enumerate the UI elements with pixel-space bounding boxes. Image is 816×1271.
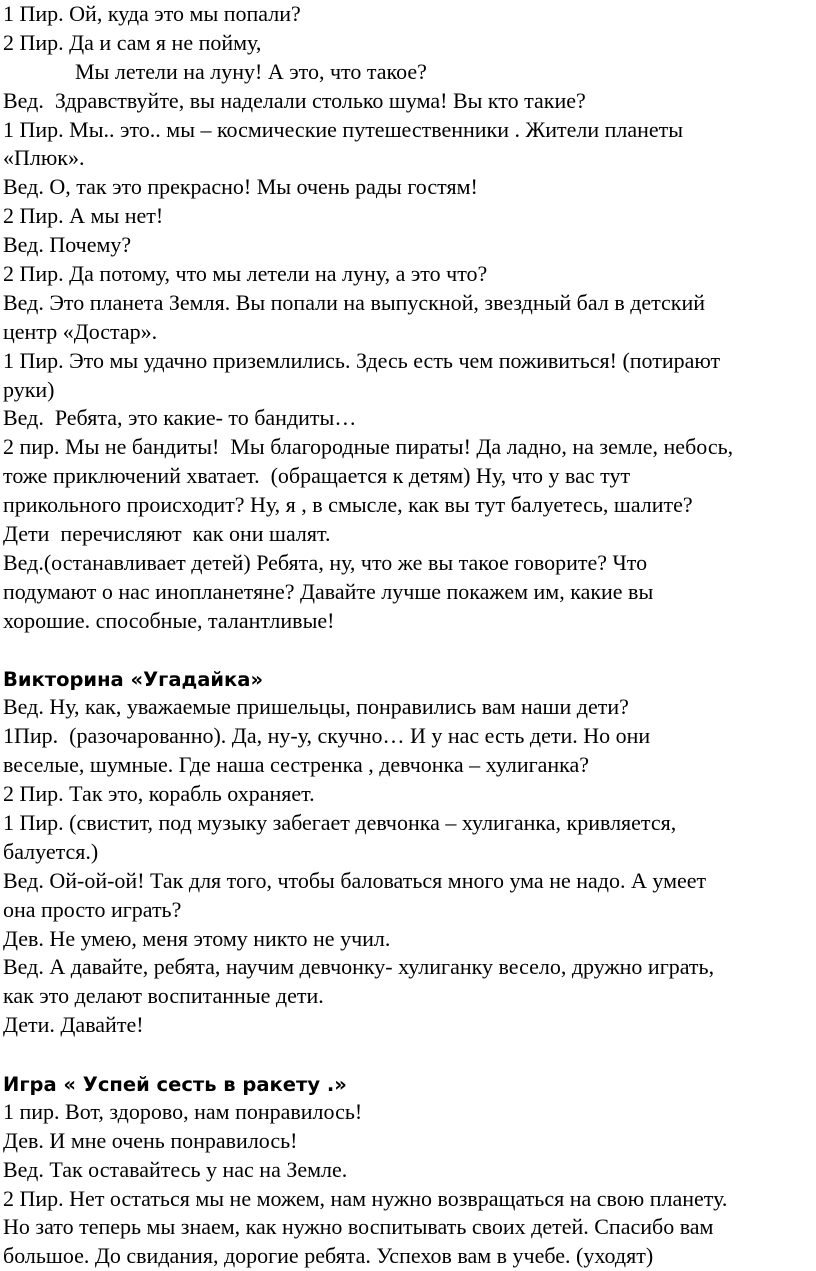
section-heading-quiz: Викторина «Угадайка» (3, 668, 264, 692)
text-line: она просто играть? (3, 896, 182, 922)
text-line: Вед. Ой-ой-ой! Так для того, чтобы баловаться много ума не надо. А умеет (3, 867, 707, 893)
text-line: 2 Пир. Да потому, что мы летели на луну, а это что? (3, 261, 488, 287)
text-line: Мы летели на луну! А это, что такое? (75, 58, 427, 84)
text-line: балуется.) (3, 838, 99, 864)
text-line: Вед. Здравствуйте, вы наделали столько шума! Вы кто такие? (3, 87, 586, 113)
text-line: Вед. Ребята, это какие- то бандиты… (3, 405, 357, 431)
text-line: Вед. Ну, как, уважаемые пришельцы, понравились вам наши дети? (3, 694, 629, 720)
script-section-3 (3, 1098, 816, 1271)
text-line: 2 Пир. Нет остаться мы не можем, нам нужно возвращаться на свою планету. (3, 1185, 728, 1211)
text-line: Вед. О, так это прекрасно! Мы очень рады гостям! (3, 174, 478, 200)
text-line: Дети. Давайте! (3, 1012, 144, 1038)
text-line: Вед. А давайте, ребята, научим девчонку- хулиганку весело, дружно играть, (3, 954, 715, 980)
section-heading-game: Игра « Успей сесть в ракету .» (3, 1072, 347, 1096)
script-section-2 (3, 693, 816, 1040)
text-line: Но зато теперь мы знаем, как нужно воспитывать своих детей. Спасибо вам (3, 1214, 714, 1240)
text-line: 2 Пир. Так это, корабль охраняет. (3, 781, 315, 807)
text-line: 2 пир. Мы не бандиты! Мы благородные пираты! Да ладно, на земле, небось, (3, 434, 734, 460)
text-line: прикольного происходит? Ну, я , в смысле, как вы тут балуетесь, шалите? (3, 492, 693, 518)
text-line: Вед. Так оставайтесь у нас на Земле. (3, 1156, 348, 1182)
text-line: Дев. И мне очень понравилось! (3, 1127, 298, 1153)
text-line: 1 пир. Вот, здорово, нам понравилось! (3, 1098, 363, 1124)
text-line: 1Пир. (разочарованно). Да, ну-у, скучно… И у нас есть дети. Но они (3, 723, 651, 749)
text-line: Вед. Почему? (3, 232, 132, 258)
text-line: веселые, шумные. Где наша сестренка , девчонка – хулиганка? (3, 752, 590, 778)
text-line: 1 Пир. Мы.. это.. мы – космические путешественники . Жители планеты (3, 116, 684, 142)
text-line: Вед. Это планета Земля. Вы попали на выпускной, звездный бал в детский (3, 289, 706, 315)
text-line: центр «Достар». (3, 318, 158, 344)
blank-line (3, 1040, 816, 1069)
text-line: руки) (3, 376, 55, 402)
script-section-1 (3, 0, 816, 636)
text-line: 1 Пир. (свистит, под музыку забегает девчонка – хулиганка, кривляется, (3, 809, 677, 835)
text-line: 1 Пир. Это мы удачно приземлились. Здесь есть чем поживиться! (потирают (3, 347, 721, 373)
text-line: Вед.(останавливает детей) Ребята, ну, что же вы такое говорите? Что (3, 549, 648, 575)
text-line: 1 Пир. Ой, куда это мы попали? (3, 1, 301, 26)
text-line: хорошие. способные, талантливые! (3, 607, 335, 633)
text-line: Дев. Не умею, меня этому никто не учил. (3, 925, 391, 951)
text-line: Дети перечисляют как они шалят. (3, 521, 331, 547)
text-line: 2 Пир. Да и сам я не пойму, (3, 29, 262, 55)
text-line: «Плюк». (3, 145, 85, 171)
blank-line (3, 636, 816, 665)
text-line: большое. До свидания, дорогие ребята. Успехов вам в учебе. (уходят) (3, 1243, 654, 1269)
text-line: как это делают воспитанные дети. (3, 983, 324, 1009)
text-line: 2 Пир. А мы нет! (3, 203, 164, 229)
text-line: подумают о нас инопланетяне? Давайте лучше покажем им, какие вы (3, 578, 654, 604)
text-line: тоже приключений хватает. (обращается к детям) Ну, что у вас тут (3, 463, 631, 489)
